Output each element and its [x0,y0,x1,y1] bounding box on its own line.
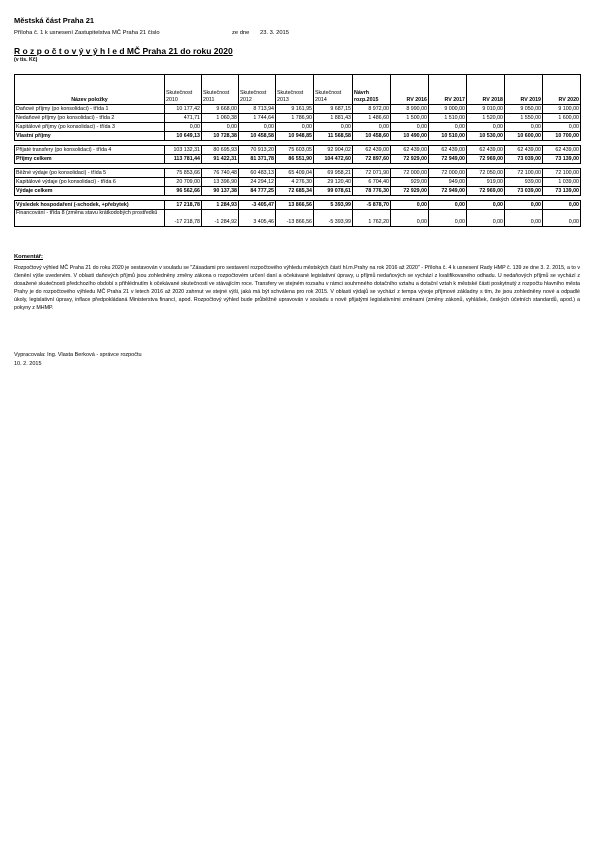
header-column: RV 2019 [505,75,543,105]
value-cell: 0,00 [165,123,202,132]
value-cell: 0,00 [429,123,467,132]
header-column: RV 2016 [391,75,429,105]
header-column: RV 2017 [429,75,467,105]
value-cell: 72 100,00 [505,169,543,178]
value-cell: 72 929,00 [391,155,429,164]
row-label: Příjmy celkem [15,155,165,164]
resolution-date: 23. 3. 2015 [260,30,290,36]
value-cell: 0,00 [391,123,429,132]
header-column: Návrh rozp.2015 [353,75,391,105]
value-cell: 8 990,00 [391,105,429,114]
value-cell: 84 777,25 [239,187,276,196]
value-cell: 1 600,00 [543,114,581,123]
value-cell: 73 039,00 [505,155,543,164]
value-cell: 0,00 [543,201,581,210]
table-row [15,169,581,178]
value-cell: 0,00 [505,123,543,132]
table-row [15,114,581,123]
value-cell: 9 010,00 [467,105,505,114]
value-cell: 9 161,95 [276,105,314,114]
row-label: Financování - třída 8 (změna stavu krátkodobých prostředků [15,210,165,227]
value-cell: 1 510,00 [429,114,467,123]
value-cell: 0,00 [391,201,429,210]
value-cell: 0,00 [353,123,391,132]
value-cell: 11 568,58 [314,132,353,141]
value-cell: 73 139,00 [543,187,581,196]
value-cell: 1 744,64 [239,114,276,123]
value-cell: 75 853,66 [165,169,202,178]
value-cell: 72 000,00 [429,169,467,178]
value-cell: 10 728,38 [202,132,239,141]
value-cell: 72 929,00 [391,187,429,196]
value-cell: 113 781,44 [165,155,202,164]
value-cell: -1 284,92 [202,210,239,227]
row-label: Kapitálové výdaje (po konsolidaci) - třída 6 [15,178,165,187]
value-cell: 0,00 [391,210,429,227]
row-label: Kapitálové příjmy (po konsolidaci) - třída 3 [15,123,165,132]
value-cell: 10 700,00 [543,132,581,141]
value-cell: 62 439,00 [429,146,467,155]
table-row [15,146,581,155]
value-cell: 3 405,46 [239,210,276,227]
value-cell: 5 393,99 [314,201,353,210]
value-cell: 1 039,00 [543,178,581,187]
value-cell: 0,00 [505,201,543,210]
value-cell: 72 949,00 [429,187,467,196]
value-cell: 0,00 [543,210,581,227]
header-column: Skutečnost 2010 [165,75,202,105]
value-cell: 29 120,40 [314,178,353,187]
value-cell: 9 687,15 [314,105,353,114]
value-cell: 73 139,00 [543,155,581,164]
comment-heading: Komentář: [14,254,43,260]
table-row [15,123,581,132]
value-cell: 24 294,12 [239,178,276,187]
value-cell: 929,00 [391,178,429,187]
value-cell: 62 439,00 [391,146,429,155]
value-cell: 10 600,00 [505,132,543,141]
table-row [15,210,581,227]
value-cell: 0,00 [314,123,353,132]
value-cell: 1 786,90 [276,114,314,123]
comment-text: Rozpočtový výhled MČ Praha 21 do roku 2020 je sestavován v souladu se "Zásadami pro sestavení rozpočtového výhledu městských částí hl.m.Prahy na rok 2016 až 2020" - Příloha č. 4 k usnesení Rady HMP č. 139 ze dne 3. 2. 2015, a to v členění výše uvedeném. V oblasti daňových příjmů jsou zohledněny změny zákona o rozpočtovém určení daní a očekávané legislativní úpravy, u příjmů nedaňových se vychází z kvalifikovaného odhadu. U nedaňových příjmů se vychází z dosažené skutečnosti předchozího období s přihlédnutím k očekávané skutečnosti ve stávajícím roce. Transfery ve stejném rozsahu v rámci souhrnného dotačního vztahu a dotační vztah k městské části poskytnutý z rozpočtu hlavního města Prahy je do rozpočtového výhledu MČ Praha 21 v letech 2016 až 2020 zahrnut ve stejné výši, jaká má být schválena pro rok 2015. V oblasti výdajů se vychází z tempa vývoje příjmové základny s tím, že jsou zohledněny nové a odpadlé úkoly, legislativní úpravy, inflace předpokládaná Ministerstva financí, apod. Rozpočtový výhled bude průběžně upravován v souladu s nově přijatými legislativními změnami (změny zákonů, vyhlášek, českých účetních standardů, apod.) a pokyny z MHMP. [14,265,580,312]
page-title: R o z p o č t o v ý v ý h l e d MČ Praha 21 do roku 2020 [14,46,233,56]
value-cell: -5 393,99 [314,210,353,227]
value-cell: 80 695,93 [202,146,239,155]
header-column: RV 2020 [543,75,581,105]
value-cell: 72 969,00 [467,187,505,196]
value-cell: 0,00 [467,201,505,210]
value-cell: 0,00 [239,123,276,132]
value-cell: 99 078,61 [314,187,353,196]
value-cell: 75 603,05 [276,146,314,155]
value-cell: 1 550,00 [505,114,543,123]
value-cell: 10 458,58 [239,132,276,141]
header-column: Skutečnost 2011 [202,75,239,105]
value-cell: 9 050,00 [505,105,543,114]
header-column: RV 2018 [467,75,505,105]
value-cell: 9 000,00 [429,105,467,114]
value-cell: 81 371,78 [239,155,276,164]
value-cell: 13 396,90 [202,178,239,187]
value-cell: 62 439,00 [543,146,581,155]
value-cell: 9 668,00 [202,105,239,114]
value-cell: 96 562,66 [165,187,202,196]
value-cell: -13 866,56 [276,210,314,227]
value-cell: 1 500,00 [391,114,429,123]
value-cell: 72 685,34 [276,187,314,196]
value-cell: 17 218,78 [165,201,202,210]
value-cell: 78 776,30 [353,187,391,196]
value-cell: 1 060,38 [202,114,239,123]
value-cell: 0,00 [429,201,467,210]
budget-table [14,74,581,227]
value-cell: 6 704,40 [353,178,391,187]
prepared-by: Vypracovala: Ing. Vlasta Berková - správce rozpočtu [14,352,142,358]
value-cell: 72 071,90 [353,169,391,178]
value-cell: 65 409,04 [276,169,314,178]
unit-label: (v tis. Kč) [14,57,38,63]
row-label: Výsledek hospodaření (-schodek, +přebytek) [15,201,165,210]
value-cell: 92 904,02 [314,146,353,155]
header-column: Skutečnost 2013 [276,75,314,105]
value-cell: 949,00 [429,178,467,187]
row-label: Výdaje celkem [15,187,165,196]
attachment-text: Příloha č. 1 k usnesení Zastupitelstva MČ Praha 21 číslo [14,30,160,36]
value-cell: 91 422,31 [202,155,239,164]
value-cell: 86 551,90 [276,155,314,164]
value-cell: 72 000,00 [391,169,429,178]
value-cell: 72 949,00 [429,155,467,164]
value-cell: 70 913,20 [239,146,276,155]
table-row [15,187,581,196]
value-cell: 1 762,20 [353,210,391,227]
value-cell: 90 137,38 [202,187,239,196]
table-row [15,155,581,164]
value-cell: 4 276,30 [276,178,314,187]
value-cell: 9 100,00 [543,105,581,114]
value-cell: 72 897,60 [353,155,391,164]
value-cell: 10 458,60 [353,132,391,141]
value-cell: 73 039,00 [505,187,543,196]
value-cell: 76 740,48 [202,169,239,178]
value-cell: 72 050,00 [467,169,505,178]
table-row [15,105,581,114]
value-cell: 62 439,00 [505,146,543,155]
value-cell: 62 439,00 [353,146,391,155]
value-cell: 10 948,85 [276,132,314,141]
table-row [15,178,581,187]
value-cell: 0,00 [276,123,314,132]
value-cell: 103 132,31 [165,146,202,155]
value-cell: 10 510,00 [429,132,467,141]
org-name: Městská část Praha 21 [14,16,95,25]
value-cell: 1 520,00 [467,114,505,123]
value-cell: 0,00 [543,123,581,132]
value-cell: 0,00 [202,123,239,132]
value-cell: -5 878,70 [353,201,391,210]
value-cell: 471,71 [165,114,202,123]
value-cell: 104 472,60 [314,155,353,164]
value-cell: 72 100,00 [543,169,581,178]
value-cell: 10 490,00 [391,132,429,141]
value-cell: -17 218,78 [165,210,202,227]
row-label: Nedaňové příjmy (po konsolidaci) - třída 2 [15,114,165,123]
row-label: Přijaté transfery (po konsolidaci) - třída 4 [15,146,165,155]
value-cell: 60 483,13 [239,169,276,178]
value-cell: 1 881,43 [314,114,353,123]
table-header-row [15,75,581,105]
value-cell: -3 405,47 [239,201,276,210]
value-cell: 72 969,00 [467,155,505,164]
value-cell: 20 709,00 [165,178,202,187]
signature-date: 10. 2. 2015 [14,361,42,367]
header-column: Skutečnost 2012 [239,75,276,105]
value-cell: 0,00 [429,210,467,227]
row-label: Běžné výdaje (po konsolidaci) - třída 5 [15,169,165,178]
value-cell: 0,00 [467,123,505,132]
value-cell: 919,00 [467,178,505,187]
table-row [15,132,581,141]
header-column: Skutečnost 2014 [314,75,353,105]
table-row [15,201,581,210]
value-cell: 0,00 [505,210,543,227]
row-label: Daňové příjmy (po konsolidaci) - třída 1 [15,105,165,114]
value-cell: 8 713,94 [239,105,276,114]
date-label: ze dne [232,30,250,36]
value-cell: 62 439,00 [467,146,505,155]
value-cell: 8 972,00 [353,105,391,114]
value-cell: 1 284,93 [202,201,239,210]
value-cell: 13 866,56 [276,201,314,210]
value-cell: 69 958,21 [314,169,353,178]
row-label: Vlastní příjmy [15,132,165,141]
value-cell: 10 177,42 [165,105,202,114]
header-item-name: Název položky [15,75,165,105]
value-cell: 0,00 [467,210,505,227]
value-cell: 10 530,00 [467,132,505,141]
value-cell: 939,00 [505,178,543,187]
value-cell: 10 649,13 [165,132,202,141]
value-cell: 1 486,60 [353,114,391,123]
